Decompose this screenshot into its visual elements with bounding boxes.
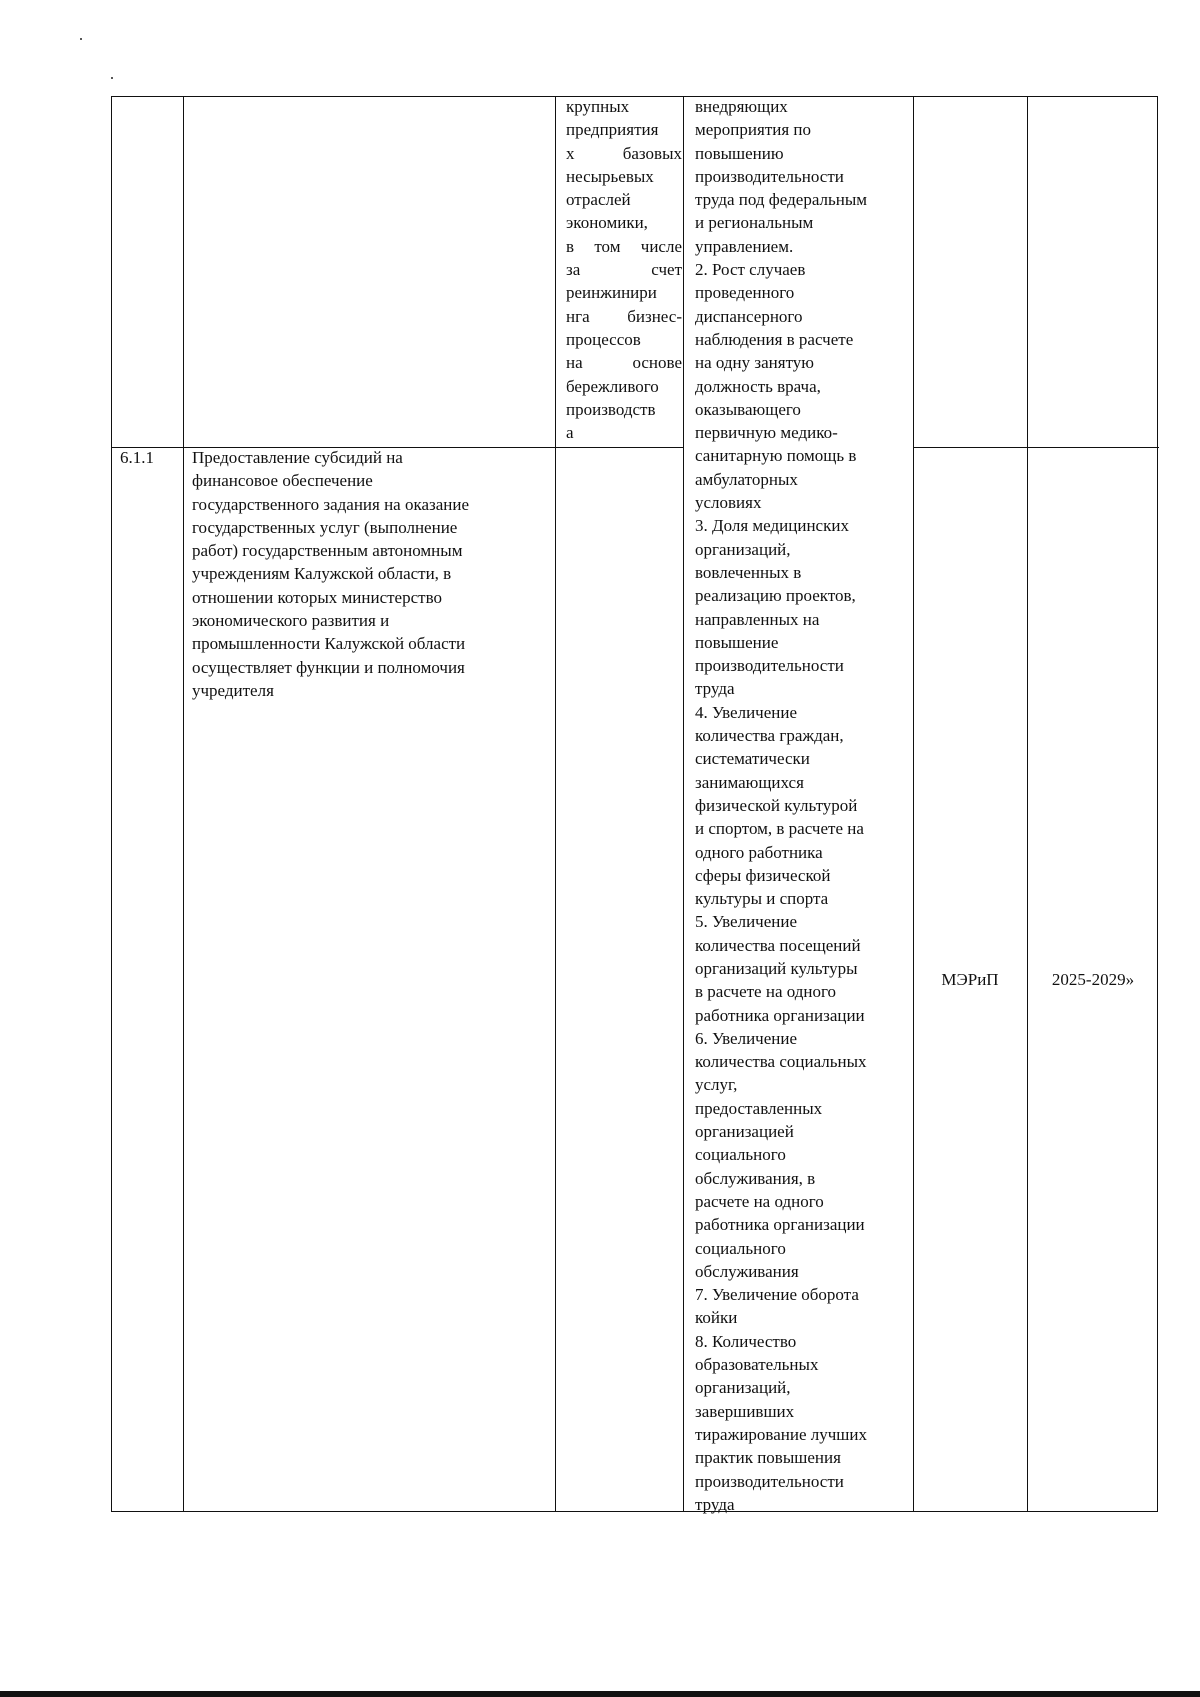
- goal-word: основе: [632, 353, 682, 373]
- col-border-5: [1027, 97, 1028, 1511]
- goal-text-line: [566, 375, 682, 398]
- goal-text-line: [566, 165, 682, 188]
- indicator-line: организаций,: [695, 1378, 791, 1398]
- indicator-line: количества граждан,: [695, 726, 844, 746]
- indicator-line: должность врача,: [695, 376, 821, 396]
- indicator-line: культуры и спорта: [695, 889, 829, 909]
- indicator-line: мероприятия по: [695, 120, 812, 140]
- col-border-4: [913, 97, 914, 1511]
- indicator-line: наблюдения в расчете: [695, 329, 854, 349]
- indicator-line: образовательных: [695, 1355, 819, 1375]
- indicator-line: обслуживания, в: [695, 1168, 816, 1188]
- col-border-2: [555, 97, 556, 1511]
- indicator-line: внедряющих: [695, 97, 788, 116]
- indicator-line: количества социальных: [695, 1052, 867, 1072]
- goal-word: несырьевых: [566, 166, 654, 186]
- indicator-line: койки: [695, 1308, 738, 1328]
- goal-word: предприятия: [566, 120, 659, 140]
- goal-text-line: [566, 281, 682, 304]
- indicator-line: оказывающего: [695, 399, 801, 419]
- period-cell: 2025-2029»: [1051, 970, 1135, 989]
- indicator-line: 5. Увеличение: [695, 912, 798, 932]
- indicator-line: завершивших: [695, 1401, 795, 1421]
- indicator-line: занимающихся: [695, 772, 804, 792]
- goal-word: базовых: [622, 143, 682, 163]
- goal-text-line: [566, 398, 682, 421]
- indicators-list: [695, 95, 913, 1516]
- goal-text-line: [566, 235, 682, 258]
- goal-text-line: [566, 188, 682, 211]
- goal-text-line: [566, 305, 682, 328]
- description-line: финансовое обеспечение: [192, 471, 373, 491]
- indicator-line: производительности: [695, 1471, 844, 1491]
- indicator-line: условиях: [695, 493, 762, 513]
- col-border-3: [683, 97, 684, 1511]
- description-line: работ) государственным автономным: [192, 541, 463, 561]
- description-line: отношении которых министерство: [192, 587, 442, 607]
- goal-word: реинжинири: [566, 283, 657, 303]
- goal-word: том: [594, 236, 621, 256]
- indicator-line: вовлеченных в: [695, 562, 802, 582]
- indicator-line: и спортом, в расчете на: [695, 819, 864, 839]
- goal-word: х: [566, 143, 575, 163]
- goal-word: экономики,: [566, 213, 648, 233]
- indicator-line: проведенного: [695, 283, 795, 303]
- description-line: учредителя: [192, 680, 274, 700]
- goal-text-line: [566, 328, 682, 351]
- goal-text-line: [566, 421, 682, 444]
- goal-word: бережливого: [566, 376, 659, 396]
- goal-word: счет: [651, 260, 682, 280]
- indicator-line: работника организации: [695, 1005, 865, 1025]
- goal-text-line: [566, 211, 682, 234]
- continuation-goal-text: [566, 95, 682, 444]
- indicator-line: организацией: [695, 1122, 794, 1142]
- indicator-line: направленных на: [695, 609, 820, 629]
- indicator-line: диспансерного: [695, 306, 803, 326]
- goal-word: на: [566, 353, 583, 373]
- indicator-line: и региональным: [695, 213, 814, 233]
- indicator-line: в расчете на одного: [695, 982, 837, 1002]
- indicator-line: на одну занятую: [695, 353, 814, 373]
- row-separator-right: [913, 447, 1159, 448]
- indicator-line: реализацию проектов,: [695, 586, 856, 606]
- indicator-line: производительности: [695, 166, 844, 186]
- goal-text-line: [566, 258, 682, 281]
- goal-text-line: [566, 95, 682, 118]
- goal-word: а: [566, 423, 574, 443]
- indicator-line: 6. Увеличение: [695, 1028, 798, 1048]
- goal-word: отраслей: [566, 190, 631, 210]
- indicator-line: управлением.: [695, 236, 794, 256]
- indicator-line: количества посещений: [695, 935, 861, 955]
- indicator-line: 7. Увеличение оборота: [695, 1285, 859, 1305]
- indicator-line: первичную медико-: [695, 423, 838, 443]
- description-line: промышленности Калужской области: [192, 634, 466, 654]
- indicator-line: повышение: [695, 632, 779, 652]
- goal-text-line: [566, 142, 682, 165]
- goal-text-line: [566, 118, 682, 141]
- indicator-line: труда: [695, 679, 735, 699]
- indicator-line: 3. Доля медицинских: [695, 516, 849, 536]
- indicator-line: систематически: [695, 749, 810, 769]
- indicator-line: труда: [695, 1494, 735, 1514]
- scan-speck-1: [80, 38, 82, 40]
- indicator-line: расчете на одного: [695, 1191, 824, 1211]
- indicator-line: организаций культуры: [695, 958, 858, 978]
- indicator-line: санитарную помощь в: [695, 446, 857, 466]
- indicator-line: физической культурой: [695, 795, 858, 815]
- indicator-line: сферы физической: [695, 865, 831, 885]
- activity-description: [192, 446, 552, 702]
- indicator-line: социального: [695, 1238, 786, 1258]
- description-line: учреждениям Калужской области, в: [192, 564, 452, 584]
- indicator-line: повышению: [695, 143, 784, 163]
- indicator-line: одного работника: [695, 842, 823, 862]
- description-line: государственных услуг (выполнение: [192, 517, 458, 537]
- goal-word: числе: [640, 236, 682, 256]
- col-border-1: [183, 97, 184, 1511]
- indicator-line: амбулаторных: [695, 469, 798, 489]
- indicator-line: производительности: [695, 656, 844, 676]
- indicator-line: работника организации: [695, 1215, 865, 1235]
- indicator-line: труда под федеральным: [695, 190, 868, 210]
- indicator-line: обслуживания: [695, 1261, 799, 1281]
- goal-word: нга: [566, 306, 590, 326]
- goal-text-line: [566, 351, 682, 374]
- description-line: экономического развития и: [192, 611, 390, 631]
- description-line: государственного задания на оказание: [192, 494, 470, 514]
- row-number: 6.1.1: [120, 448, 154, 467]
- goal-word: за: [566, 260, 581, 280]
- scan-speck-2: [111, 77, 113, 79]
- goal-word: бизнес-: [627, 306, 682, 326]
- indicator-line: предоставленных: [695, 1098, 823, 1118]
- scan-bottom-edge: [0, 1691, 1200, 1697]
- goal-word: в: [566, 236, 575, 256]
- indicator-line: 4. Увеличение: [695, 702, 798, 722]
- indicator-line: 2. Рост случаев: [695, 260, 806, 280]
- goal-word: крупных: [566, 97, 630, 116]
- indicator-line: организаций,: [695, 539, 791, 559]
- indicator-line: практик повышения: [695, 1448, 841, 1468]
- executor-cell: МЭРиП: [941, 970, 999, 989]
- indicator-line: 8. Количество: [695, 1331, 797, 1351]
- description-line: осуществляет функции и полномочия: [192, 657, 465, 677]
- description-line: Предоставление субсидий на: [192, 448, 403, 467]
- indicator-line: социального: [695, 1145, 786, 1165]
- document-table: [111, 96, 1158, 1512]
- indicator-line: тиражирование лучших: [695, 1424, 867, 1444]
- goal-word: процессов: [566, 329, 641, 349]
- indicator-line: услуг,: [695, 1075, 738, 1095]
- goal-word: производств: [566, 399, 656, 419]
